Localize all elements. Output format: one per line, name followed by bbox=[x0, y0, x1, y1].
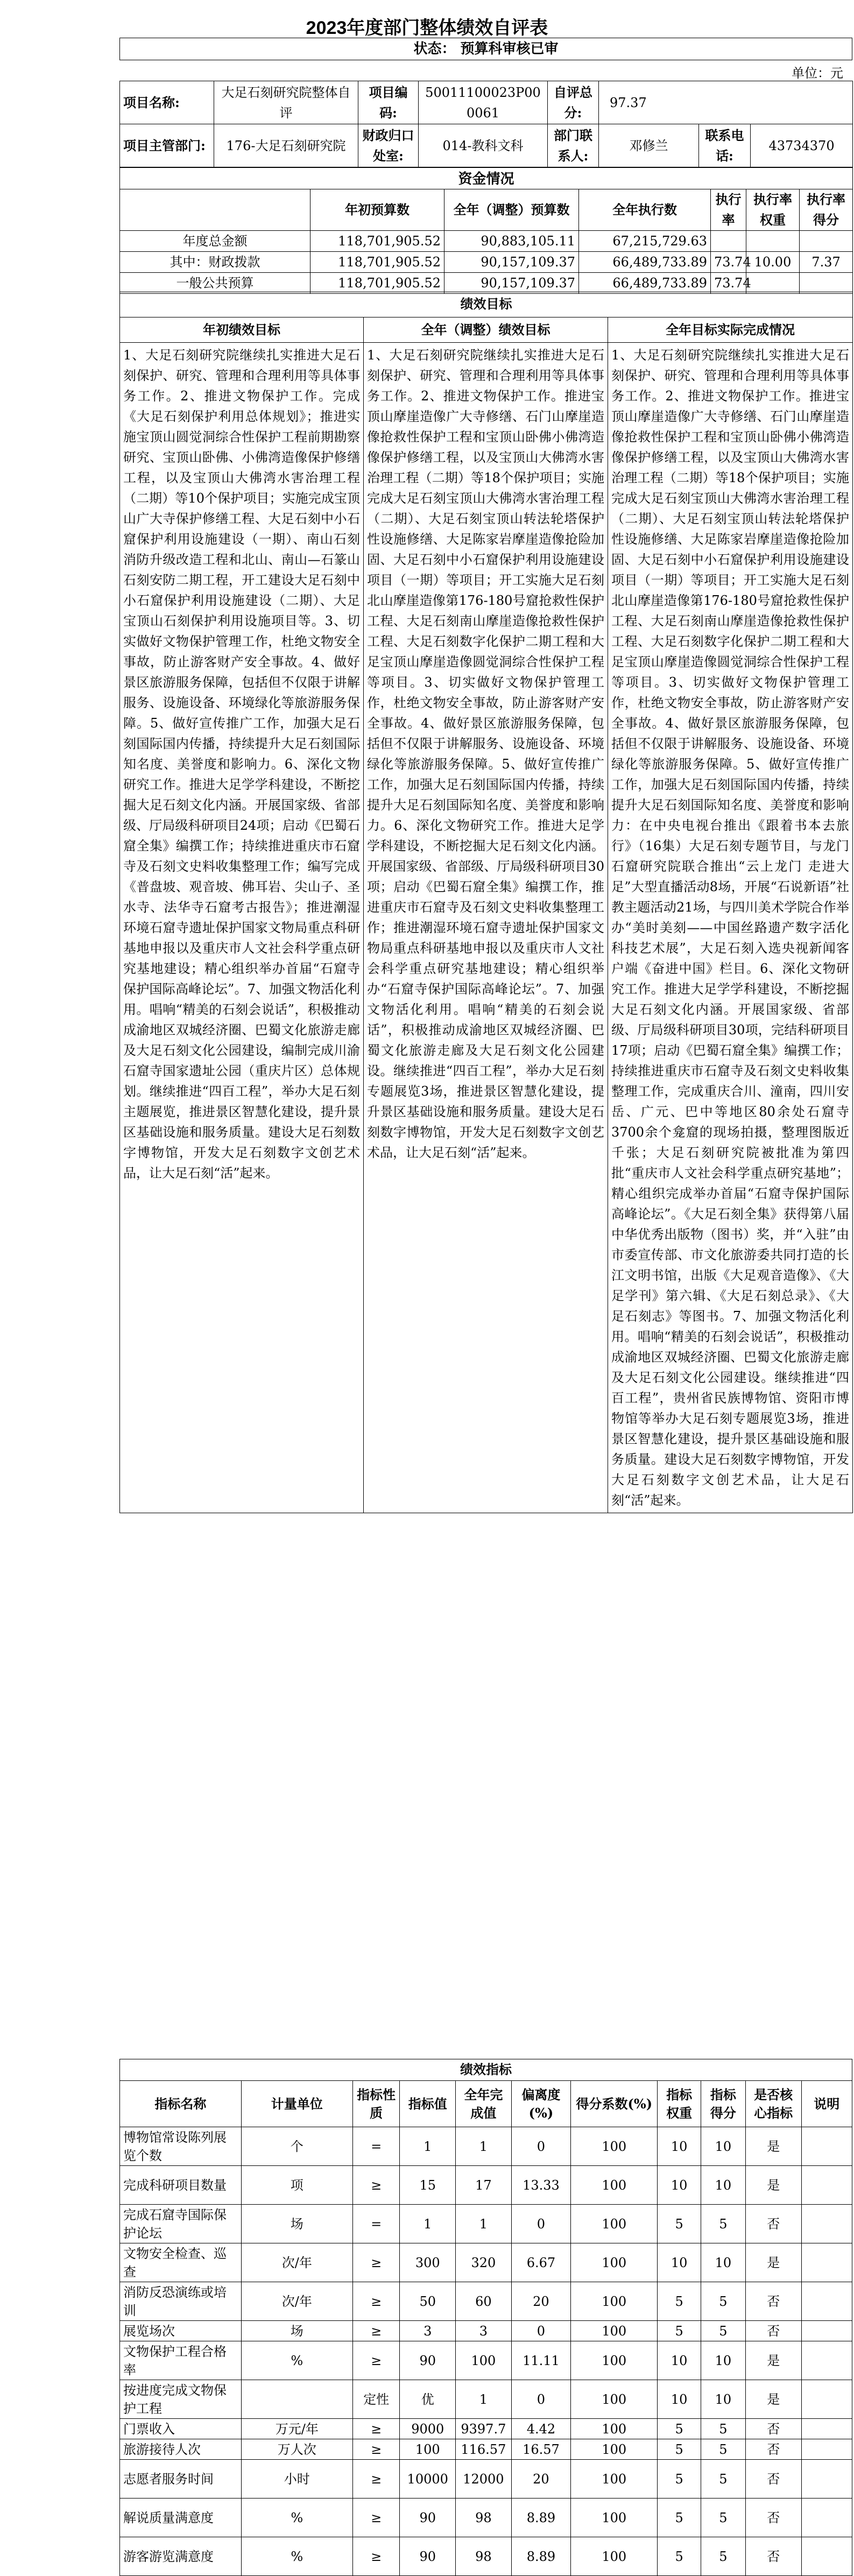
indicator-cell: 10 bbox=[701, 2166, 745, 2205]
indicator-cell: 场 bbox=[241, 2205, 352, 2243]
goals-table bbox=[119, 292, 853, 1513]
funds-cell: 年度总金额 bbox=[120, 231, 310, 252]
indicator-cell: 3 bbox=[400, 2321, 456, 2341]
dept-label: 项目主管部门: bbox=[120, 124, 214, 167]
indicator-cell bbox=[801, 2205, 852, 2243]
indicator-cell: 是 bbox=[745, 2166, 801, 2205]
indicator-cell: 10 bbox=[701, 2380, 745, 2419]
indicator-row bbox=[120, 2537, 852, 2576]
indicator-row bbox=[120, 2499, 852, 2537]
project-code-value: 50011100023P000061 bbox=[419, 81, 548, 124]
goals-header: 年初绩效目标 bbox=[120, 317, 364, 343]
indicator-cell: 1 bbox=[456, 2127, 512, 2166]
self-score-value: 97.37 bbox=[599, 81, 853, 124]
finance-value: 014-教科文科 bbox=[419, 124, 548, 167]
indicator-cell: ≥ bbox=[352, 2419, 400, 2439]
funds-cell: 73.74 bbox=[711, 273, 746, 294]
indicator-cell: 0 bbox=[511, 2321, 571, 2341]
funds-header: 年初预算数 bbox=[310, 189, 444, 231]
indicator-cell: ≥ bbox=[352, 2166, 400, 2205]
initial-goal-text: 1、大足石刻研究院继续扎实推进大足石刻保护、研究、管理和合理利用等具体事务工作。2、推进文物保护工作。完成《大足石刻保护利用总体规划》；推进实施宝顶山圆觉洞综合性保护工程前期勘察研究、宝顶山卧佛、小佛湾造像保护修缮工程，以及宝顶山大佛湾水害治理工程（二期）等10个保护项目；实施完成宝顶山广大寺保护修缮工程、大足石刻中小石窟保护利用设施建设（一期）、南山石刻消防升级改造工程和北山、南山—石篆山石刻安防二期工程，开工建设大足石刻中小石窟保护利用设施建设（二期）、大足宝顶山石刻保护利用设施项目等。3、切实做好文物保护管理工作，杜绝文物安全事故，防止游客财产安全事故。4、做好景区旅游服务保障，包括但不仅限于讲解服务、设施设备、环境绿化等旅游服务保障。5、做好宣传推广工作，加强大足石刻国际国内传播，持续提升大足石刻国际知名度、美誉度和影响力。6、深化文物研究工作。推进大足学学科建设，不断挖掘大足石刻文化内涵。开展国家级、省部级、厅局级科研项目24项；启动《巴蜀石窟全集》编撰工作；持续推进重庆市石窟寺及石刻文史料收集整理工作；编写完成《普盘坡、观音坡、佛耳岩、尖山子、圣水寺、法华寺石窟考古报告》；推进潮湿环境石窟寺遗址保护国家文物局重点科研基地申报以及重庆市人文社会科学重点研究基地建设；精心组织举办首届“石窟寺保护国际高峰论坛”。7、加强文物活化利用。唱响“精美的石刻会说话”，积极推动成渝地区双城经济圈、巴蜀文化旅游走廊及大足石刻文化公园建设，编制完成川渝石窟寺国家遗址公园（重庆片区）总体规划。继续推进“四百工程”，举办大足石刻主题展览，推进景区智慧化建设，提升景区基础设施和服务质量。建设大足石刻数字博物馆，开发大足石刻数字文创艺术品，让大足石刻“活”起来。 bbox=[120, 343, 364, 1513]
indicator-cell: 4.42 bbox=[511, 2419, 571, 2439]
indicator-cell: 90 bbox=[400, 2537, 456, 2576]
indicator-cell: 5 bbox=[658, 2460, 701, 2499]
funds-cell: 66,489,733.89 bbox=[579, 252, 711, 273]
indicator-cell: % bbox=[241, 2537, 352, 2576]
indicator-cell: % bbox=[241, 2341, 352, 2380]
indicator-cell: 10 bbox=[658, 2341, 701, 2380]
indicator-row bbox=[120, 2166, 852, 2205]
indicator-cell: 100 bbox=[571, 2537, 658, 2576]
indicator-cell: 否 bbox=[745, 2460, 801, 2499]
indicator-cell: 13.33 bbox=[511, 2166, 571, 2205]
indicator-cell: 8.89 bbox=[511, 2499, 571, 2537]
indicator-cell: 文物保护工程合格率 bbox=[120, 2341, 242, 2380]
indicator-cell: ≥ bbox=[352, 2341, 400, 2380]
funds-cell bbox=[711, 231, 746, 252]
indicator-cell: 100 bbox=[571, 2166, 658, 2205]
indicator-header: 是否核心指标 bbox=[745, 2081, 801, 2127]
indicator-cell: 5 bbox=[701, 2282, 745, 2321]
indicator-cell bbox=[801, 2439, 852, 2460]
indicator-cell: 1 bbox=[456, 2205, 512, 2243]
indicator-cell: 1 bbox=[400, 2127, 456, 2166]
indicator-cell: 300 bbox=[400, 2243, 456, 2282]
indicators-table bbox=[119, 2059, 852, 2576]
indicator-cell: 100 bbox=[400, 2439, 456, 2460]
indicator-cell: 20 bbox=[511, 2282, 571, 2321]
indicator-cell: 10 bbox=[701, 2243, 745, 2282]
indicator-cell: 12000 bbox=[456, 2460, 512, 2499]
indicator-cell: 5 bbox=[701, 2460, 745, 2499]
indicator-cell: 17 bbox=[456, 2166, 512, 2205]
funds-cell: 118,701,905.52 bbox=[310, 273, 444, 294]
project-name-value: 大足石刻研究院整体自评 bbox=[214, 81, 358, 124]
funds-header: 全年执行数 bbox=[579, 189, 711, 231]
indicator-cell: 320 bbox=[456, 2243, 512, 2282]
funds-cell: 73.74 bbox=[711, 252, 746, 273]
indicator-cell: 98 bbox=[456, 2537, 512, 2576]
indicator-cell: ≥ bbox=[352, 2321, 400, 2341]
status-bar: 状态： 预算科审核已审 bbox=[119, 38, 852, 60]
indicator-cell: 5 bbox=[658, 2419, 701, 2439]
indicator-cell: 完成石窟寺国际保护论坛 bbox=[120, 2205, 242, 2243]
funds-table bbox=[119, 167, 853, 294]
funds-cell: 67,215,729.63 bbox=[579, 231, 711, 252]
indicator-cell: 次/年 bbox=[241, 2282, 352, 2321]
adjusted-goal-text: 1、大足石刻研究院继续扎实推进大足石刻保护、研究、管理和合理利用等具体事务工作。2、推进文物保护工作。推进宝顶山摩崖造像广大寺修缮、石门山摩崖造像抢救性保护工程和宝顶山卧佛小佛湾造像保护修缮工程，以及宝顶山大佛湾水害治理工程（二期）等18个保护项目；实施完成大足石刻宝顶山大佛湾水害治理工程（二期）、大足石刻宝顶山转法轮塔保护性设施修缮、大足陈家岩摩崖造像抢险加固、大足石刻中小石窟保护利用设施建设项目（一期）等项目；开工实施大足石刻北山摩崖造像第176-180号窟抢救性保护工程、大足石刻南山摩崖造像抢救性保护工程、大足石刻数字化保护二期工程和大足宝顶山摩崖造像圆觉洞综合性保护工程等项目。3、切实做好文物保护管理工作，杜绝文物安全事故，防止游客财产安全事故。4、做好景区旅游服务保障，包括但不仅限于讲解服务、设施设备、环境绿化等旅游服务保障。5、做好宣传推广工作，加强大足石刻国际国内传播，持续提升大足石刻国际知名度、美誉度和影响力。6、深化文物研究工作。推进大足学学科建设，不断挖掘大足石刻文化内涵。开展国家级、省部级、厅局级科研项目30项；启动《巴蜀石窟全集》编撰工作，推进重庆市石窟寺及石刻文史料收集整理工作；推进潮湿环境石窟寺遗址保护国家文物局重点科研基地申报以及重庆市人文社会科学重点研究基地建设；精心组织举办“石窟寺保护国际高峰论坛”。7、加强文物活化利用。唱响“精美的石刻会说话”，积极推动成渝地区双城经济圈、巴蜀文化旅游走廊及大足石刻文化公园建设。继续推进“四百工程”，举办大足石刻专题展览3场，推进景区智慧化建设，提升景区基础设施和服务质量。建设大足石刻数字博物馆，开发大足石刻数字文创艺术品，让大足石刻“活”起来。 bbox=[364, 343, 608, 1513]
indicator-cell: 10 bbox=[658, 2127, 701, 2166]
indicator-cell: 100 bbox=[571, 2460, 658, 2499]
indicator-header: 计量单位 bbox=[241, 2081, 352, 2127]
indicator-header: 指标名称 bbox=[120, 2081, 242, 2127]
indicator-cell: 展览场次 bbox=[120, 2321, 242, 2341]
indicator-cell: 优 bbox=[400, 2380, 456, 2419]
indicator-cell: 项 bbox=[241, 2166, 352, 2205]
indicator-cell: 90 bbox=[400, 2499, 456, 2537]
indicator-cell bbox=[801, 2380, 852, 2419]
indicator-cell: 是 bbox=[745, 2127, 801, 2166]
indicator-cell: 6.67 bbox=[511, 2243, 571, 2282]
indicator-header: 指标得分 bbox=[701, 2081, 745, 2127]
indicator-cell bbox=[801, 2499, 852, 2537]
indicator-cell: 否 bbox=[745, 2205, 801, 2243]
indicator-cell bbox=[801, 2419, 852, 2439]
indicator-cell: 5 bbox=[658, 2439, 701, 2460]
funds-cell: 66,489,733.89 bbox=[579, 273, 711, 294]
indicator-cell: 9397.7 bbox=[456, 2419, 512, 2439]
indicator-cell: 100 bbox=[456, 2341, 512, 2380]
indicator-cell: 文物安全检查、巡查 bbox=[120, 2243, 242, 2282]
indicator-cell: 5 bbox=[701, 2321, 745, 2341]
indicator-cell bbox=[801, 2282, 852, 2321]
indicator-cell: 游客游览满意度 bbox=[120, 2537, 242, 2576]
indicator-cell: 0 bbox=[511, 2205, 571, 2243]
indicator-cell: 场 bbox=[241, 2321, 352, 2341]
project-name-label: 项目名称: bbox=[120, 81, 214, 124]
funds-cell bbox=[746, 273, 800, 294]
indicator-cell: 万元/年 bbox=[241, 2419, 352, 2439]
indicator-cell: 否 bbox=[745, 2439, 801, 2460]
indicator-cell: 0 bbox=[511, 2127, 571, 2166]
indicator-cell: 0 bbox=[511, 2380, 571, 2419]
indicator-cell bbox=[801, 2341, 852, 2380]
goals-section-title: 绩效目标 bbox=[120, 292, 853, 317]
indicator-cell: 消防反恐演练或培训 bbox=[120, 2282, 242, 2321]
contact-label: 部门联系人: bbox=[548, 124, 599, 167]
indicator-cell: 小时 bbox=[241, 2460, 352, 2499]
indicator-cell: 门票收入 bbox=[120, 2419, 242, 2439]
goals-header: 全年（调整）绩效目标 bbox=[364, 317, 608, 343]
indicators-section-title: 绩效指标 bbox=[120, 2059, 852, 2081]
indicator-cell: 3 bbox=[456, 2321, 512, 2341]
indicator-cell bbox=[801, 2243, 852, 2282]
indicator-cell: 解说质量满意度 bbox=[120, 2499, 242, 2537]
indicator-cell: 志愿者服务时间 bbox=[120, 2460, 242, 2499]
indicator-row bbox=[120, 2205, 852, 2243]
indicator-cell: 是 bbox=[745, 2243, 801, 2282]
indicator-cell bbox=[241, 2380, 352, 2419]
indicator-cell: 博物馆常设陈列展览个数 bbox=[120, 2127, 242, 2166]
indicator-cell bbox=[801, 2537, 852, 2576]
goals-header: 全年目标实际完成情况 bbox=[608, 317, 853, 343]
indicator-cell: 20 bbox=[511, 2460, 571, 2499]
indicator-cell: 是 bbox=[745, 2380, 801, 2419]
funds-cell: 一般公共预算 bbox=[120, 273, 310, 294]
indicator-header: 指标性质 bbox=[352, 2081, 400, 2127]
indicator-cell: 100 bbox=[571, 2499, 658, 2537]
indicator-cell: = bbox=[352, 2205, 400, 2243]
indicator-cell: 100 bbox=[571, 2127, 658, 2166]
funds-cell bbox=[800, 231, 853, 252]
indicator-cell: 否 bbox=[745, 2499, 801, 2537]
indicator-cell: 5 bbox=[658, 2499, 701, 2537]
funds-section-title: 资金情况 bbox=[120, 168, 853, 189]
funds-cell bbox=[746, 231, 800, 252]
funds-header: 执行率权重 bbox=[746, 189, 800, 231]
indicator-header: 全年完成值 bbox=[456, 2081, 512, 2127]
funds-cell: 其中：财政拨款 bbox=[120, 252, 310, 273]
indicator-header: 偏离度(%) bbox=[511, 2081, 571, 2127]
indicator-cell: 50 bbox=[400, 2282, 456, 2321]
indicator-cell: 100 bbox=[571, 2205, 658, 2243]
indicator-cell: 按进度完成文物保护工程 bbox=[120, 2380, 242, 2419]
indicator-cell: 5 bbox=[701, 2419, 745, 2439]
indicator-cell: ≥ bbox=[352, 2439, 400, 2460]
indicator-cell: 是 bbox=[745, 2341, 801, 2380]
indicator-cell: 100 bbox=[571, 2419, 658, 2439]
phone-label: 联系电话: bbox=[699, 124, 751, 167]
indicator-row bbox=[120, 2282, 852, 2321]
indicator-cell: 5 bbox=[658, 2282, 701, 2321]
indicator-header: 指标权重 bbox=[658, 2081, 701, 2127]
indicator-cell: 10 bbox=[701, 2341, 745, 2380]
funds-cell: 90,883,105.11 bbox=[444, 231, 579, 252]
indicator-cell: 8.89 bbox=[511, 2537, 571, 2576]
indicator-cell bbox=[801, 2166, 852, 2205]
funds-cell: 118,701,905.52 bbox=[310, 252, 444, 273]
indicator-cell: 否 bbox=[745, 2537, 801, 2576]
unit-label: 单位：元 bbox=[792, 66, 843, 81]
funds-header bbox=[120, 189, 310, 231]
indicator-cell: 否 bbox=[745, 2321, 801, 2341]
indicator-cell: 个 bbox=[241, 2127, 352, 2166]
project-code-label: 项目编码: bbox=[358, 81, 419, 124]
indicator-cell: 1 bbox=[400, 2205, 456, 2243]
indicator-cell: 9000 bbox=[400, 2419, 456, 2439]
indicator-cell: 定性 bbox=[352, 2380, 400, 2419]
indicator-cell: 100 bbox=[571, 2341, 658, 2380]
indicator-cell: ≥ bbox=[352, 2499, 400, 2537]
funds-header: 执行率 bbox=[711, 189, 746, 231]
indicator-cell: 100 bbox=[571, 2321, 658, 2341]
indicator-row bbox=[120, 2127, 852, 2166]
indicator-cell: 11.11 bbox=[511, 2341, 571, 2380]
indicator-cell: ≥ bbox=[352, 2460, 400, 2499]
indicator-cell: ≥ bbox=[352, 2537, 400, 2576]
indicator-cell: 10 bbox=[658, 2380, 701, 2419]
actual-completion-text: 1、大足石刻研究院继续扎实推进大足石刻保护、研究、管理和合理利用等具体事务工作。2、推进文物保护工作。推进宝顶山摩崖造像广大寺修缮、石门山摩崖造像抢救性保护工程和宝顶山卧佛小佛湾造像保护修缮工程，以及宝顶山大佛湾水害治理工程（二期）等18个保护项目；实施完成大足石刻宝顶山大佛湾水害治理工程（二期）、大足石刻宝顶山转法轮塔保护性设施修缮、大足陈家岩摩崖造像抢险加固、大足石刻中小石窟保护利用设施建设项目（一期）等项目；开工实施大足石刻北山摩崖造像第176-180号窟抢救性保护工程、大足石刻南山摩崖造像抢救性保护工程、大足石刻数字化保护二期工程和大足宝顶山摩崖造像圆觉洞综合性保护工程等项目。3、切实做好文物保护管理工作，杜绝文物安全事故，防止游客财产安全事故。4、做好景区旅游服务保障，包括但不仅限于讲解服务、设施设备、环境绿化等旅游服务保障。5、做好宣传推广工作，加强大足石刻国际国内传播，持续提升大足石刻国际知名度、美誉度和影响力：在中央电视台推出《跟着书本去旅行》（16集）大足石刻专题节目，与龙门石窟研究院联合推出“云上龙门 走进大足”大型直播活动8场，开展“石说新语”社教主题活动21场，与四川美术学院合作举办“美时美刻——中国丝路遗产数字活化科技艺术展”，大足石刻入选央视新闻客户端《奋进中国》栏目。6、深化文物研究工作。推进大足学学科建设，不断挖掘大足石刻文化内涵。开展国家级、省部级、厅局级科研项目30项，完结科研项目17项；启动《巴蜀石窟全集》编撰工作；持续推进重庆市石窟寺及石刻文史料收集整理工作，完成重庆合川、潼南，四川安岳、广元、巴中等地区80余处石窟寺3700余个龛窟的现场拍摄，整理图版近千张；大足石刻研究院被批准为第四批“重庆市人文社会科学重点研究基地”；精心组织完成举办首届“石窟寺保护国际高峰论坛”。《大足石刻全集》获得第八届中华优秀出版物（图书）奖，并“入驻”由市委宣传部、市文化旅游委共同打造的长江文明书馆，出版《大足观音造像》、《大足学刊》第六辑、《大足石刻总录》、《大足石刻志》等图书。7、加强文物活化利用。唱响“精美的石刻会说话”，积极推动成渝地区双城经济圈、巴蜀文化旅游走廊及大足石刻文化公园建设。继续推进“四百工程”，贵州省民族博物馆、资阳市博物馆等举办大足石刻专题展览3场，推进景区智慧化建设，提升景区基础设施和服务质量。建设大足石刻数字博物馆，开发大足石刻数字文创艺术品，让大足石刻“活”起来。 bbox=[608, 343, 853, 1513]
indicator-header: 指标值 bbox=[400, 2081, 456, 2127]
project-info-table bbox=[119, 81, 853, 167]
indicator-row bbox=[120, 2341, 852, 2380]
indicator-cell bbox=[801, 2127, 852, 2166]
indicator-cell: 完成科研项目数量 bbox=[120, 2166, 242, 2205]
indicator-cell: 100 bbox=[571, 2439, 658, 2460]
indicator-cell: 16.57 bbox=[511, 2439, 571, 2460]
indicator-cell: 5 bbox=[701, 2537, 745, 2576]
indicator-cell: 1 bbox=[456, 2380, 512, 2419]
indicator-cell: 否 bbox=[745, 2419, 801, 2439]
self-score-label: 自评总分: bbox=[548, 81, 599, 124]
indicator-row bbox=[120, 2439, 852, 2460]
funds-cell: 90,157,109.37 bbox=[444, 252, 579, 273]
indicator-cell: 旅游接待人次 bbox=[120, 2439, 242, 2460]
indicator-cell: 10 bbox=[701, 2127, 745, 2166]
indicator-cell: 15 bbox=[400, 2166, 456, 2205]
finance-label: 财政归口处室: bbox=[358, 124, 419, 167]
indicator-header: 得分系数(%) bbox=[571, 2081, 658, 2127]
indicator-cell: 116.57 bbox=[456, 2439, 512, 2460]
indicator-cell: ≥ bbox=[352, 2282, 400, 2321]
funds-cell bbox=[800, 273, 853, 294]
dept-value: 176-大足石刻研究院 bbox=[214, 124, 358, 167]
indicator-cell: 98 bbox=[456, 2499, 512, 2537]
indicator-cell: 5 bbox=[658, 2321, 701, 2341]
indicator-cell: 否 bbox=[745, 2282, 801, 2321]
indicator-cell: 10 bbox=[658, 2243, 701, 2282]
indicator-cell: 5 bbox=[701, 2499, 745, 2537]
indicator-cell: 100 bbox=[571, 2380, 658, 2419]
funds-header: 全年（调整）预算数 bbox=[444, 189, 579, 231]
indicator-row bbox=[120, 2419, 852, 2439]
indicator-cell: 10 bbox=[658, 2166, 701, 2205]
indicator-cell: 5 bbox=[701, 2205, 745, 2243]
contact-value: 邓修兰 bbox=[599, 124, 699, 167]
indicator-cell: 60 bbox=[456, 2282, 512, 2321]
page-title: 2023年度部门整体绩效自评表 bbox=[306, 18, 548, 38]
indicator-cell: 90 bbox=[400, 2341, 456, 2380]
funds-cell: 90,157,109.37 bbox=[444, 273, 579, 294]
indicator-cell: % bbox=[241, 2499, 352, 2537]
indicator-cell: 5 bbox=[701, 2439, 745, 2460]
funds-cell: 118,701,905.52 bbox=[310, 231, 444, 252]
indicator-cell bbox=[801, 2321, 852, 2341]
funds-header: 执行率得分 bbox=[800, 189, 853, 231]
indicator-cell: ≥ bbox=[352, 2243, 400, 2282]
phone-value: 43734370 bbox=[751, 124, 853, 167]
indicator-cell: 5 bbox=[658, 2205, 701, 2243]
indicator-cell: 次/年 bbox=[241, 2243, 352, 2282]
indicator-cell: 100 bbox=[571, 2243, 658, 2282]
funds-cell: 10.00 bbox=[746, 252, 800, 273]
indicator-header: 说明 bbox=[801, 2081, 852, 2127]
indicator-cell bbox=[801, 2460, 852, 2499]
indicator-row bbox=[120, 2460, 852, 2499]
indicator-cell: 10000 bbox=[400, 2460, 456, 2499]
indicator-cell: 5 bbox=[658, 2537, 701, 2576]
indicator-cell: = bbox=[352, 2127, 400, 2166]
funds-cell: 7.37 bbox=[800, 252, 853, 273]
indicator-row bbox=[120, 2380, 852, 2419]
indicator-cell: 万人次 bbox=[241, 2439, 352, 2460]
indicator-row bbox=[120, 2321, 852, 2341]
indicator-row bbox=[120, 2243, 852, 2282]
indicator-cell: 100 bbox=[571, 2282, 658, 2321]
